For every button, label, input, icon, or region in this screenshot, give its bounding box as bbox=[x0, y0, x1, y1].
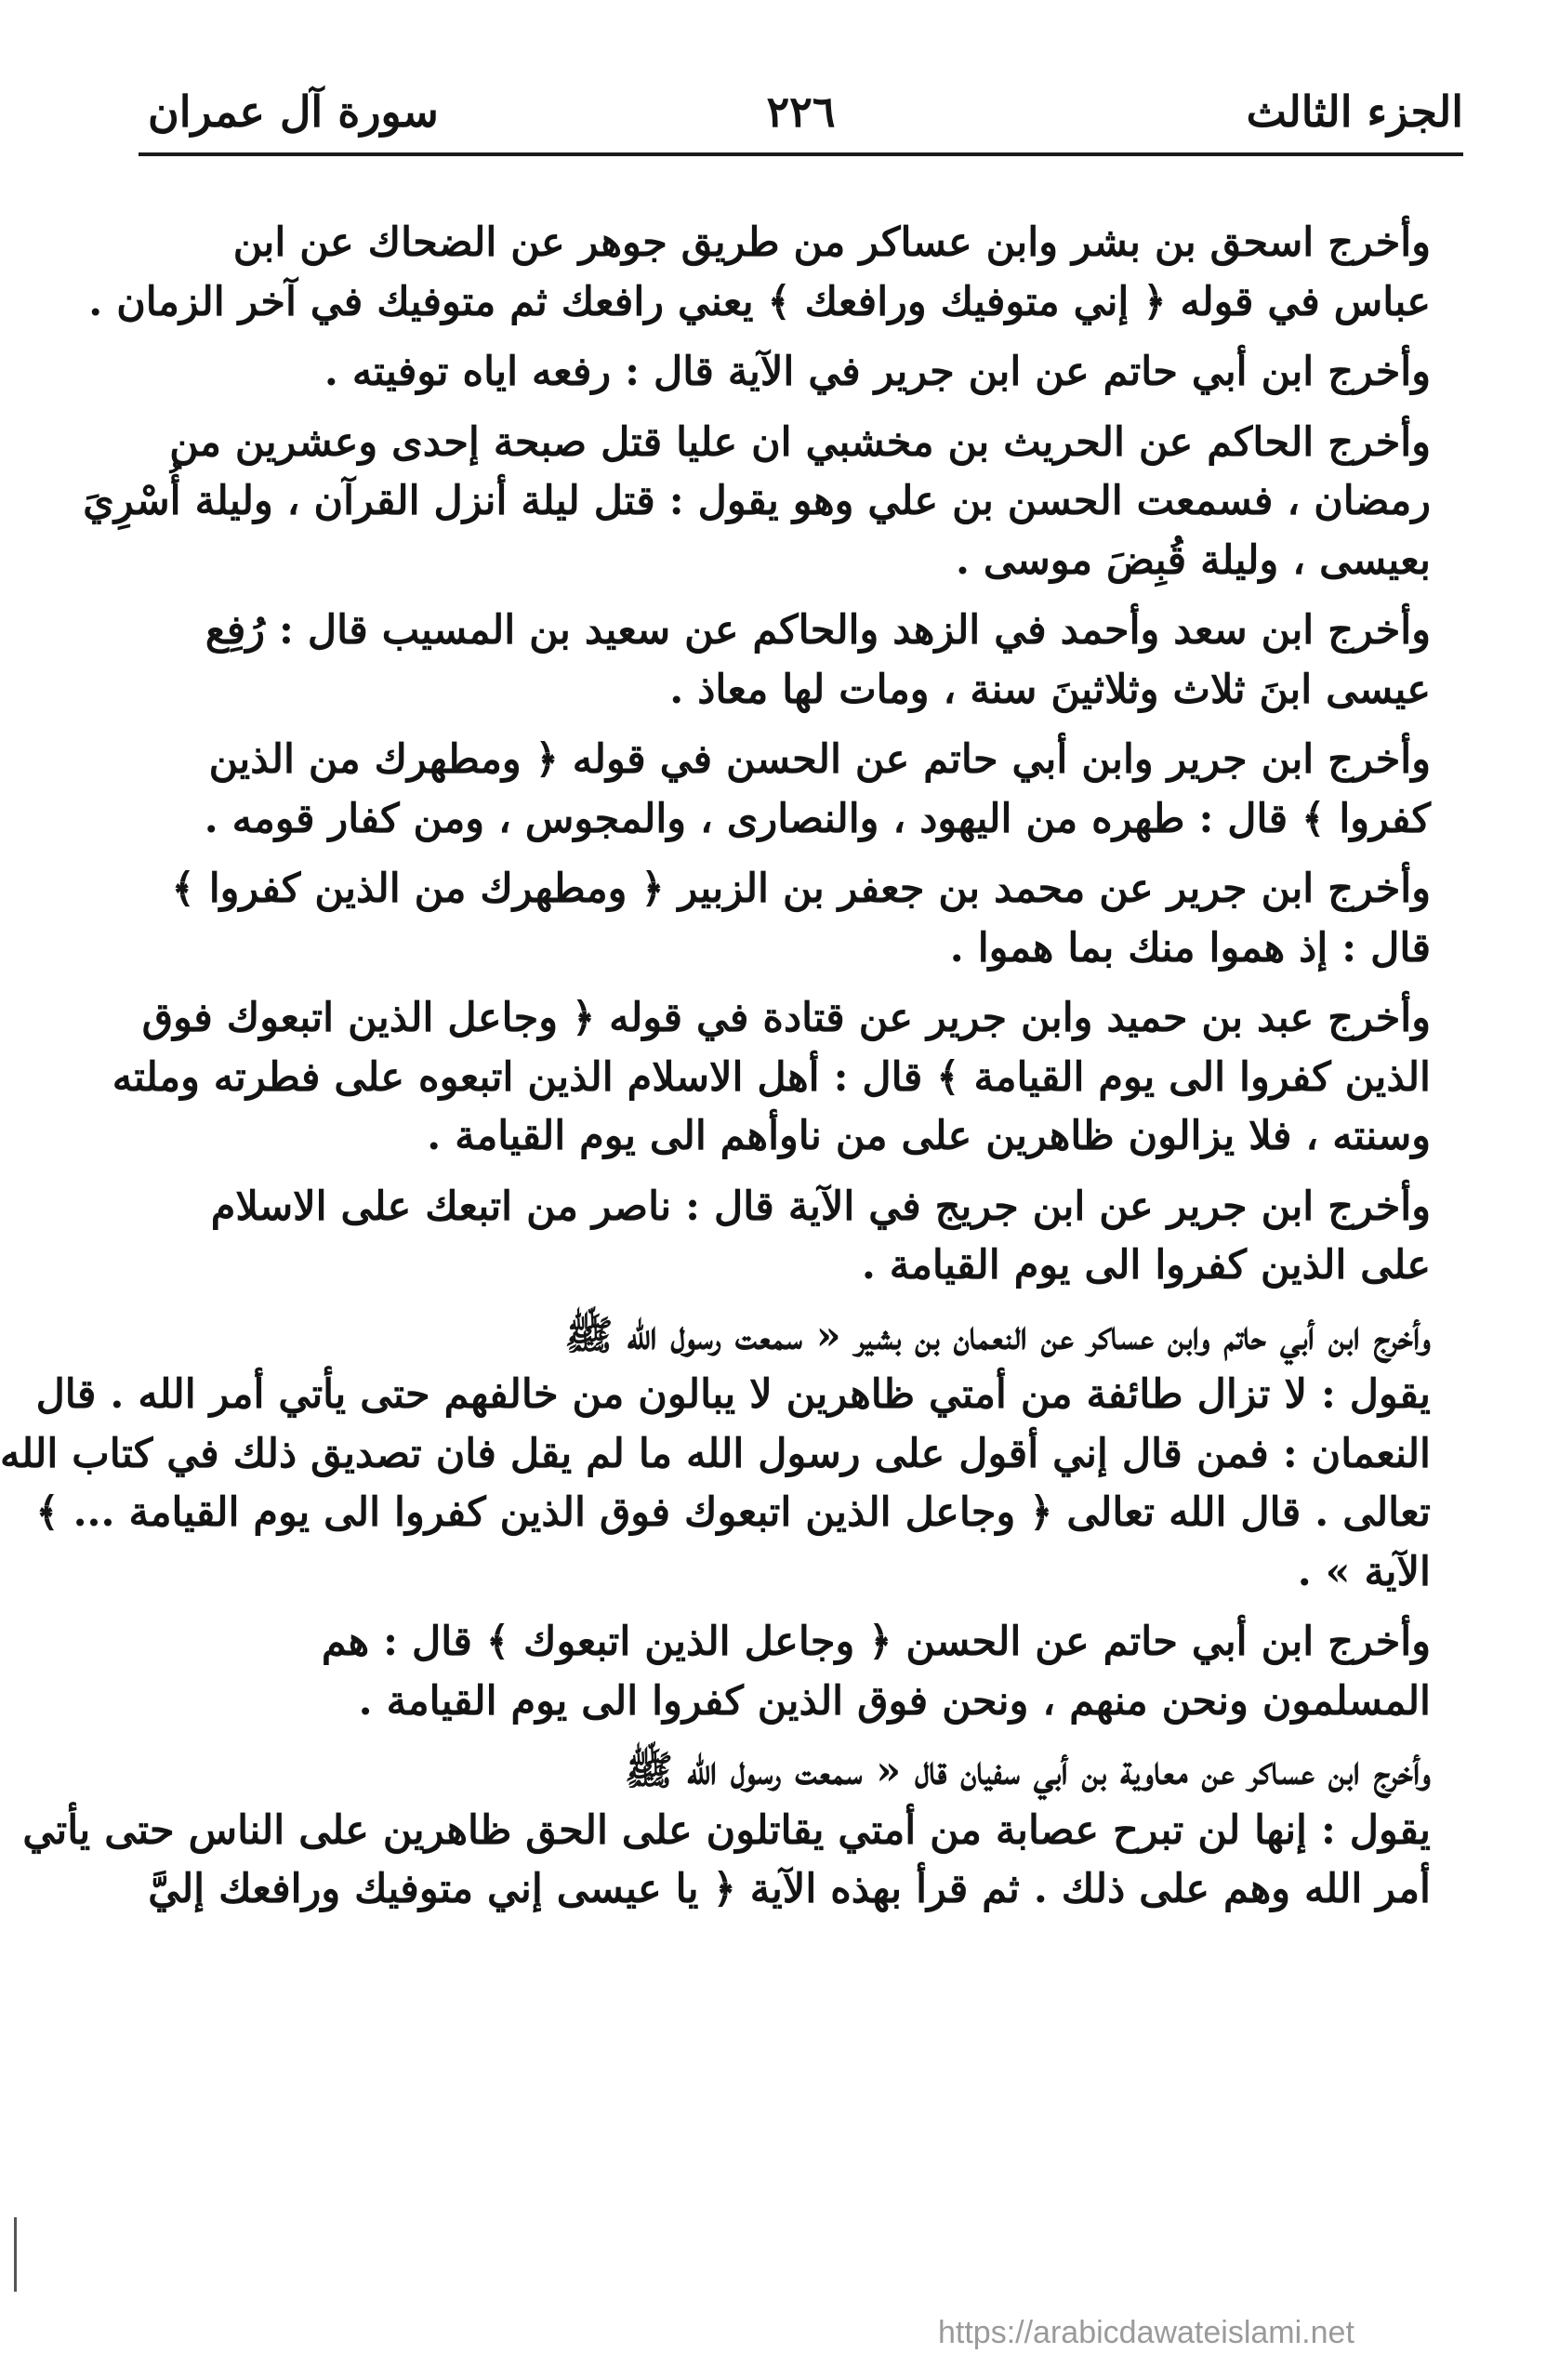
text-line: عيسى ابنَ ثلاث وثلاثينَ سنة ، ومات لها معاذ . bbox=[669, 666, 1431, 713]
body-text bbox=[0, 214, 1459, 1931]
text-line: على الذين كفروا الى يوم القيامة . bbox=[861, 1242, 1431, 1289]
text-line: كفروا ﴾ قال : طهره من اليهود ، والنصارى ، والمجوس ، ومن كفار قومه . bbox=[204, 795, 1431, 842]
text-line: وأخرج ابن أبي حاتم عن ابن جرير في الآية قال : رفعه اياه توفيته . bbox=[324, 349, 1431, 395]
text-line: الآية » . bbox=[1297, 1548, 1431, 1595]
text-line: يقول : لا تزال طائفة من أمتي ظاهرين لا يبالون من خالفهم حتى يأتي أمر الله . قال bbox=[35, 1371, 1431, 1418]
text-line: وأخرج ابن عساكر عن معاوية بن أبي سفيان قال « سمعت رسول الله ﷺ bbox=[625, 1748, 1431, 1794]
text-line: وأخرج ابن أبي حاتم عن الحسن ﴿ وجاعل الذين اتبعوك ﴾ قال : هم bbox=[321, 1619, 1431, 1665]
text-line: وأخرج ابن جرير وابن أبي حاتم عن الحسن في قوله ﴿ ومطهرك من الذين bbox=[208, 736, 1431, 783]
text-line: وأخرج ابن جرير عن ابن جريج في الآية قال : ناصر من اتبعك على الاسلام bbox=[210, 1183, 1431, 1230]
text-line: أمر الله وهم على ذلك . ثم قرأ بهذه الآية ﴿ يا عيسى إني متوفيك ورافعك إليَّ bbox=[148, 1866, 1431, 1912]
running-header bbox=[139, 73, 1463, 156]
paragraph bbox=[83, 414, 1459, 591]
paragraph bbox=[143, 860, 1459, 978]
page-number: ٢٢٦ bbox=[766, 86, 836, 137]
paragraph bbox=[22, 1742, 1459, 1920]
text-line: وأخرج ابن جرير عن محمد بن جعفر بن الزبير ﴿ ومطهرك من الذين كفروا ﴾ bbox=[171, 866, 1431, 912]
text-line: قال : إذ هموا منك بما هموا . bbox=[949, 924, 1431, 972]
part-title: الجزء الثالث bbox=[1246, 86, 1463, 137]
text-line: المسلمون ونحن منهم ، ونحن فوق الذين كفروا الى يوم القيامة . bbox=[358, 1677, 1431, 1725]
text-line: رمضان ، فسمعت الحسن بن علي وهو يقول : قتل ليلة أنزل القرآن ، وليلة أُسْرِيَ bbox=[83, 478, 1431, 524]
text-line: بعيسى ، وليلة قُبِضَ موسى . bbox=[955, 536, 1431, 584]
paragraph bbox=[143, 731, 1459, 849]
text-line: عباس في قوله ﴿ إني متوفيك ورافعك ﴾ يعني رافعك ثم متوفيك في آخر الزمان . bbox=[88, 278, 1431, 325]
paragraph bbox=[0, 1307, 1459, 1603]
text-line: وأخرج ابن أبي حاتم وابن عساكر عن النعمان بن بشير « سمعت رسول الله ﷺ bbox=[564, 1312, 1431, 1359]
text-line: الذين كفروا الى يوم القيامة ﴾ قال : أهل الاسلام الذين اتبعوه على فطرته وملته bbox=[112, 1053, 1431, 1101]
paragraph bbox=[143, 602, 1459, 720]
paragraph bbox=[143, 343, 1459, 403]
paragraph bbox=[143, 1613, 1459, 1731]
paragraph bbox=[88, 214, 1459, 332]
text-line: النعمان : فمن قال إني أقول على رسول الله ما لم يقل فان تصديق ذلك في كتاب الله bbox=[0, 1430, 1431, 1477]
text-line: وسنته ، فلا يزالون ظاهرين على من ناوأهم الى يوم القيامة . bbox=[427, 1113, 1431, 1159]
text-line: وأخرج عبد بن حميد وابن جرير عن قتادة في قوله ﴿ وجاعل الذين اتبعوك فوق bbox=[141, 995, 1431, 1041]
paragraph bbox=[112, 989, 1459, 1167]
margin-mark bbox=[14, 2217, 17, 2292]
text-line: تعالى . قال الله تعالى ﴿ وجاعل الذين اتبعوك فوق الذين كفروا الى يوم القيامة ... ﴾ bbox=[35, 1489, 1431, 1536]
paragraph bbox=[143, 1178, 1459, 1296]
text-line: وأخرج ابن سعد وأحمد في الزهد والحاكم عن سعيد بن المسيب قال : رُفِع bbox=[205, 607, 1431, 654]
text-line: وأخرج اسحق بن بشر وابن عساكر من طريق جوهر عن الضحاك عن ابن bbox=[232, 219, 1431, 266]
text-line: يقول : إنها لن تبرح عصابة من أمتي يقاتلون على الحق ظاهرين على الناس حتى يأتي bbox=[22, 1806, 1431, 1854]
surah-title: سورة آل عمران bbox=[148, 86, 439, 137]
watermark-url: https://arabicdawateislami.net bbox=[938, 2315, 1354, 2350]
text-line: وأخرج الحاكم عن الحريث بن مخشبي ان عليا قتل صبحة إحدى وعشرين من bbox=[169, 418, 1431, 466]
